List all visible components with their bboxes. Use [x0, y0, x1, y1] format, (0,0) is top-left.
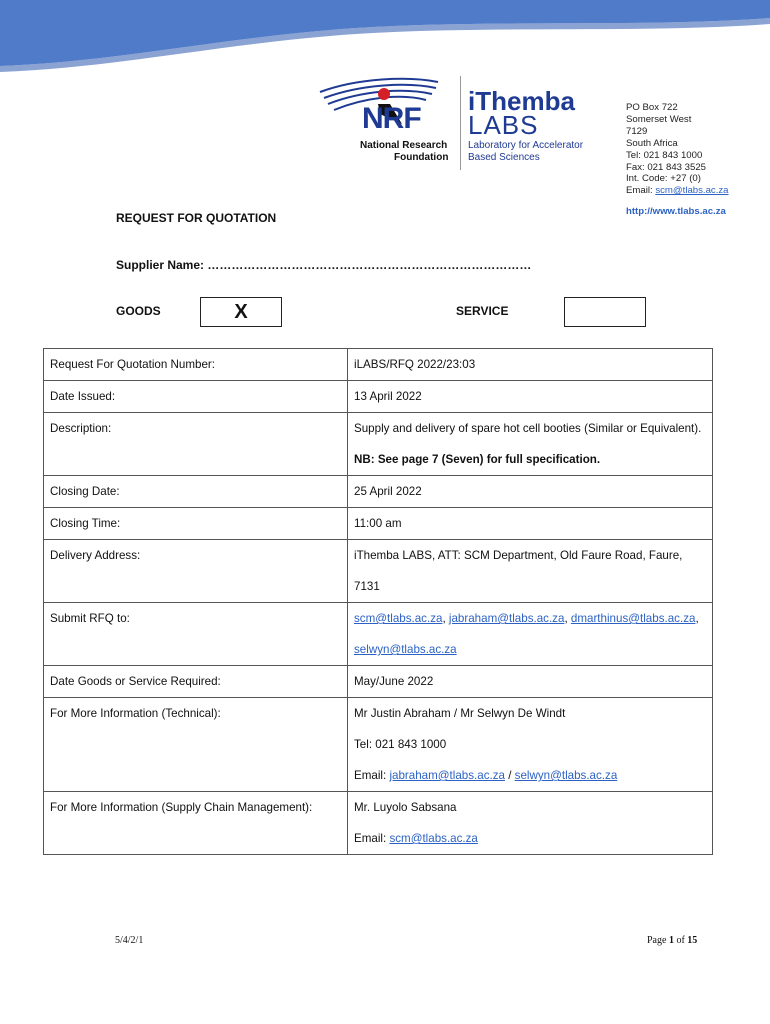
- address-email-row: [626, 185, 729, 197]
- address-tel: Tel: 021 843 1000: [626, 149, 703, 161]
- nrf-ithemba-logo: [318, 74, 608, 174]
- row-label: Request For Quotation Number:: [44, 349, 348, 381]
- row-value: iLABS/RFQ 2022/23:03: [348, 349, 713, 381]
- submit-email-link[interactable]: jabraham@tlabs.ac.za: [448, 612, 565, 625]
- website-link[interactable]: http://www.tlabs.ac.za: [626, 206, 726, 217]
- row-value: 11:00 am: [348, 508, 713, 540]
- ithemba-desc-line1: Laboratory for Accelerator: [468, 140, 584, 151]
- submit-email-link[interactable]: selwyn@tlabs.ac.za: [354, 643, 457, 656]
- row-label: Date Goods or Service Required:: [44, 666, 348, 698]
- row-value: 25 April 2022: [348, 476, 713, 508]
- nrf-name-line2: Foundation: [394, 152, 449, 163]
- row-label: For More Information (Technical):: [44, 698, 348, 792]
- row-value: Supply and delivery of spare hot cell booties (Similar or Equivalent). NB: See page 7 (Seven) for full specification.: [348, 413, 713, 476]
- table-row: [44, 349, 713, 381]
- ithemba-line1: iThemba: [468, 86, 575, 116]
- rfq-details-table: [43, 348, 713, 855]
- row-label: Closing Time:: [44, 508, 348, 540]
- ithemba-line2: LABS: [468, 110, 539, 140]
- address-line: 7129: [626, 125, 648, 137]
- row-label: Submit RFQ to:: [44, 603, 348, 666]
- goods-checkbox: X: [200, 297, 282, 327]
- table-row: [44, 666, 713, 698]
- address-int-code: Int. Code: +27 (0): [626, 173, 701, 185]
- service-checkbox: [564, 297, 646, 327]
- table-row: [44, 476, 713, 508]
- nrf-acronym: NRF: [362, 102, 421, 135]
- row-label: Date Issued:: [44, 381, 348, 413]
- row-value: 13 April 2022: [348, 381, 713, 413]
- ithemba-desc-line2: Based Sciences: [468, 152, 540, 163]
- table-row: [44, 792, 713, 855]
- row-label: Description:: [44, 413, 348, 476]
- email-label: Email:: [626, 185, 653, 197]
- service-label: SERVICE: [456, 304, 509, 318]
- table-row: [44, 603, 713, 666]
- table-row: [44, 698, 713, 792]
- row-value: Mr Justin Abraham / Mr Selwyn De Windt Tel: 021 843 1000 Email: jabraham@tlabs.ac.za / selwyn@tlabs.ac.za: [348, 698, 713, 792]
- address-line: South Africa: [626, 137, 678, 149]
- address-email-link[interactable]: scm@tlabs.ac.za: [655, 185, 729, 197]
- scm-email-link[interactable]: scm@tlabs.ac.za: [389, 832, 478, 845]
- specification-note: NB: See page 7 (Seven) for full specification.: [354, 453, 601, 466]
- nrf-name-line1: National Research: [360, 140, 448, 151]
- row-value: May/June 2022: [348, 666, 713, 698]
- submit-email-link[interactable]: dmarthinus@tlabs.ac.za: [570, 612, 696, 625]
- table-row: [44, 381, 713, 413]
- supplier-name-field: Supplier Name: ………………………………………………………………………: [116, 258, 532, 272]
- address-line: Somerset West: [626, 113, 692, 125]
- address-fax: Fax: 021 843 3525: [626, 161, 707, 173]
- submit-email-link[interactable]: scm@tlabs.ac.za: [354, 612, 443, 625]
- footer-reference: 5/4/2/1: [115, 935, 144, 946]
- row-label: For More Information (Supply Chain Management):: [44, 792, 348, 855]
- row-value: Mr. Luyolo Sabsana Email: scm@tlabs.ac.za: [348, 792, 713, 855]
- table-row: [44, 413, 713, 476]
- technical-email-link[interactable]: jabraham@tlabs.ac.za: [389, 769, 505, 782]
- row-value: iThemba LABS, ATT: SCM Department, Old Faure Road, Faure, 7131: [348, 540, 713, 603]
- row-value: scm@tlabs.ac.za, jabraham@tlabs.ac.za, dmarthinus@tlabs.ac.za, selwyn@tlabs.ac.za: [348, 603, 713, 666]
- row-label: Closing Date:: [44, 476, 348, 508]
- table-row: [44, 540, 713, 603]
- logo-divider: [460, 76, 461, 170]
- page-number: Page 1 of 15: [647, 935, 698, 946]
- goods-label: GOODS: [116, 304, 161, 318]
- address-block: [626, 102, 729, 197]
- technical-email-link[interactable]: selwyn@tlabs.ac.za: [514, 769, 618, 782]
- address-line: PO Box 722: [626, 102, 678, 113]
- page-title: REQUEST FOR QUOTATION: [116, 211, 277, 225]
- row-label: Delivery Address:: [44, 540, 348, 603]
- table-row: [44, 508, 713, 540]
